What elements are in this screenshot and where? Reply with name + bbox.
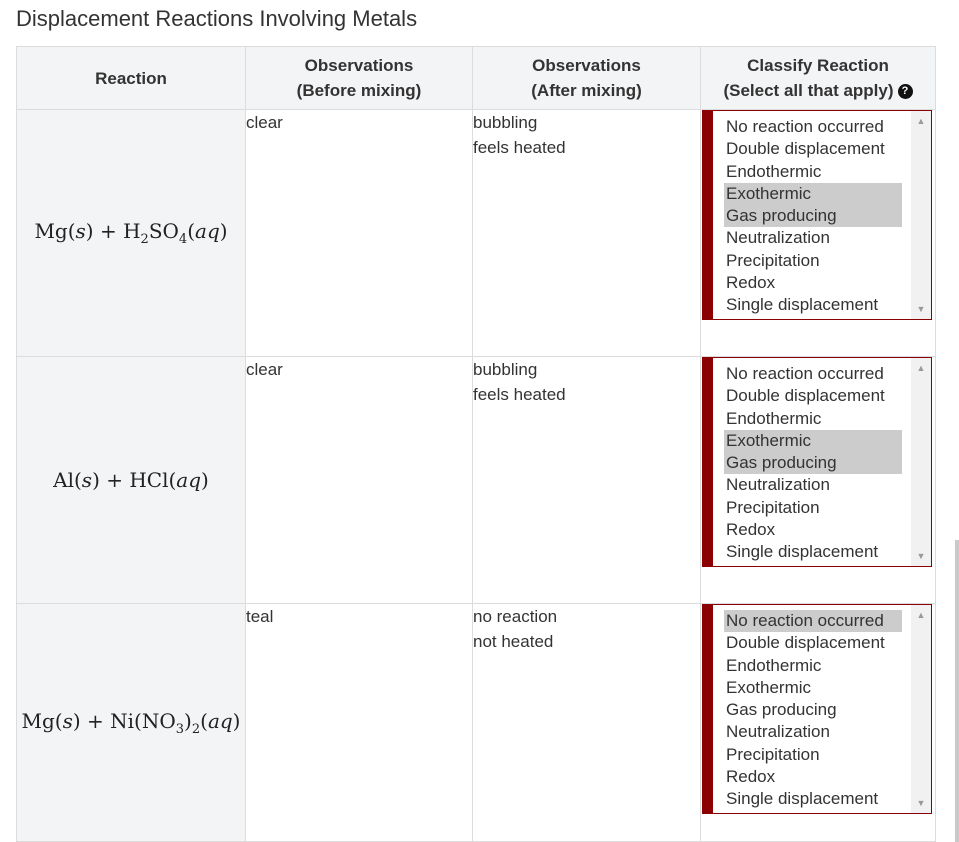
observation-text: not heated [473,632,554,651]
reaction-equation: $Mg(s) + H_2SO_4(aq)$ [17,110,246,357]
listbox-option[interactable]: Double displacement [726,386,885,406]
listbox-option[interactable]: Neutralization [726,475,830,495]
listbox-option[interactable]: Gas producing [726,700,837,720]
header-reaction: Reaction [17,47,246,110]
reaction-equation: Al(s) + HCl(aq) [17,357,246,604]
listbox-scrollbar[interactable] [911,358,931,566]
table-row [17,357,936,604]
classify-cell [701,604,936,842]
header-classify-reaction: Classify Reaction (Select all that apply) ? [701,47,936,110]
listbox-option[interactable]: Endothermic [726,161,822,181]
listbox-option[interactable]: Redox [726,273,776,293]
scroll-up-icon[interactable]: ▲ [916,610,926,620]
listbox-option[interactable]: Exothermic [724,183,902,205]
classify-cell [701,357,936,604]
listbox-option[interactable]: No reaction occurred [726,364,884,383]
listbox-option[interactable]: Gas producing [724,452,902,474]
reactions-table [16,46,936,842]
classify-listbox[interactable] [702,357,932,567]
header-row [17,47,936,110]
observation-before [246,357,473,604]
listbox-scrollbar[interactable] [911,605,931,813]
listbox-option[interactable]: Single displacement [726,295,879,315]
listbox-options [724,363,902,564]
listbox-option[interactable]: No reaction occurred [726,117,884,136]
listbox-option[interactable]: No reaction occurred [724,610,902,632]
observation-after [473,604,701,842]
page-scrollbar[interactable] [955,540,959,842]
table-row [17,110,936,357]
scroll-down-icon[interactable]: ▼ [916,304,926,314]
listbox-option[interactable]: Single displacement [726,789,879,809]
observation-after [473,110,701,357]
scroll-up-icon[interactable]: ▲ [916,363,926,373]
help-icon[interactable]: ? [898,84,913,99]
classify-cell [701,110,936,357]
observation-text: clear [246,113,283,132]
listbox-option[interactable]: Exothermic [724,430,902,452]
listbox-option[interactable]: Gas producing [724,205,902,227]
observation-before [246,110,473,357]
listbox-options [724,610,902,811]
listbox-scrollbar[interactable] [911,111,931,319]
listbox-option[interactable]: Neutralization [726,722,830,742]
scroll-up-icon[interactable]: ▲ [916,116,926,126]
listbox-option[interactable]: Single displacement [726,542,879,562]
listbox-option[interactable]: Precipitation [726,497,820,517]
listbox-option[interactable]: Endothermic [726,655,822,675]
observation-before [246,604,473,842]
observation-text: teal [246,607,274,626]
observation-text: feels heated [473,138,566,157]
observation-text: clear [246,360,283,379]
observation-text: bubbling [473,113,538,132]
listbox-option[interactable]: Double displacement [726,139,885,159]
header-observations-after: Observations (After mixing) [473,47,701,110]
listbox-option[interactable]: Double displacement [726,633,885,653]
table-row [17,604,936,842]
scroll-down-icon[interactable]: ▼ [916,798,926,808]
observation-text: bubbling [473,360,538,379]
listbox-options [724,116,902,317]
reaction-equation: $Mg(s) + Ni(NO_3)_2(aq)$ [17,604,246,842]
observation-after [473,357,701,604]
listbox-option[interactable]: Neutralization [726,228,830,248]
header-observations-before: Observations (Before mixing) [246,47,473,110]
listbox-option[interactable]: Precipitation [726,250,820,270]
listbox-option[interactable]: Redox [726,520,776,540]
observation-text: feels heated [473,385,566,404]
scroll-down-icon[interactable]: ▼ [916,551,926,561]
page-title: Displacement Reactions Involving Metals [16,6,418,31]
listbox-option[interactable]: Endothermic [726,408,822,428]
classify-listbox[interactable] [702,604,932,814]
classify-listbox[interactable] [702,110,932,320]
observation-text: no reaction [473,607,558,626]
listbox-option[interactable]: Redox [726,767,776,787]
listbox-option[interactable]: Precipitation [726,744,820,764]
listbox-option[interactable]: Exothermic [726,677,812,697]
